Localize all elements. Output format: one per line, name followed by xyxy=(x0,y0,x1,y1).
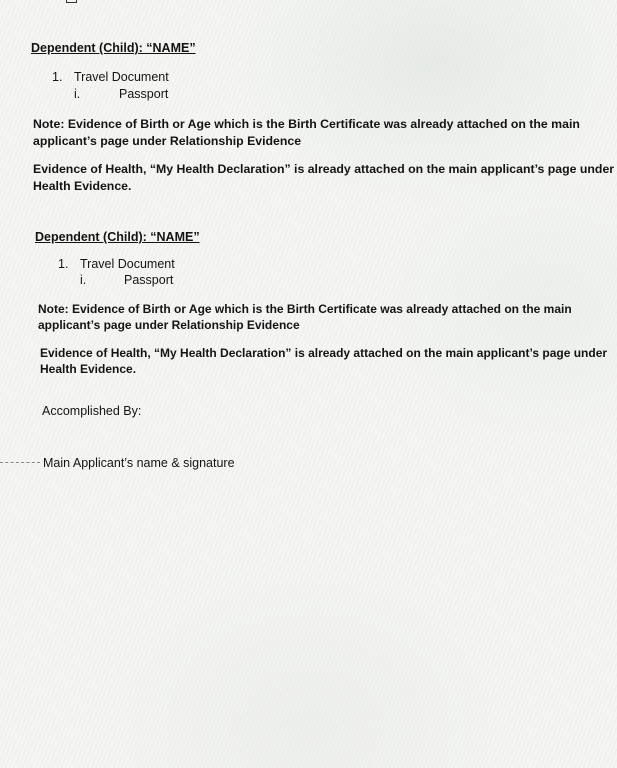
note-line: Health Evidence. xyxy=(40,362,137,376)
note-line: Note: Evidence of Birth or Age which is the Birth Certificate was already attached on the main xyxy=(33,117,580,131)
health-evidence-note-2 xyxy=(40,345,607,377)
passport-label-2: Passport xyxy=(124,273,174,287)
note-line: Note: Evidence of Birth or Age which is the Birth Certificate was already attached on the main xyxy=(38,302,572,316)
accomplished-by-label: Accomplished By: xyxy=(42,404,142,418)
travel-document-label-2: Travel Document xyxy=(80,257,175,271)
list-number-1: 1. xyxy=(52,70,63,84)
sub-number-1: i. xyxy=(74,87,81,101)
list-number-2: 1. xyxy=(58,257,69,271)
dependent-heading-2: Dependent (Child): “NAME” xyxy=(35,230,200,244)
note-line: applicant’s page under Relationship Evidence xyxy=(38,318,300,332)
health-evidence-note-1 xyxy=(33,161,614,195)
travel-document-label-1: Travel Document xyxy=(74,70,169,84)
birth-evidence-note-2 xyxy=(38,301,572,333)
page-corner-mark xyxy=(66,0,77,3)
birth-evidence-note-1 xyxy=(33,116,580,150)
dependent-heading-1: Dependent (Child): “NAME” xyxy=(31,41,196,55)
note-line: Evidence of Health, “My Health Declaration” is already attached on the main applicant’s page under xyxy=(33,162,615,176)
note-line: Health Evidence. xyxy=(33,179,132,193)
sub-number-2: i. xyxy=(80,273,87,287)
signature-label: Main Applicant’s name & signature xyxy=(43,456,235,470)
note-line: Evidence of Health, “My Health Declaration” is already attached on the main applicant’s page under xyxy=(40,346,608,360)
passport-label-1: Passport xyxy=(119,87,169,101)
signature-line xyxy=(0,462,40,463)
note-line: applicant’s page under Relationship Evidence xyxy=(33,134,302,148)
